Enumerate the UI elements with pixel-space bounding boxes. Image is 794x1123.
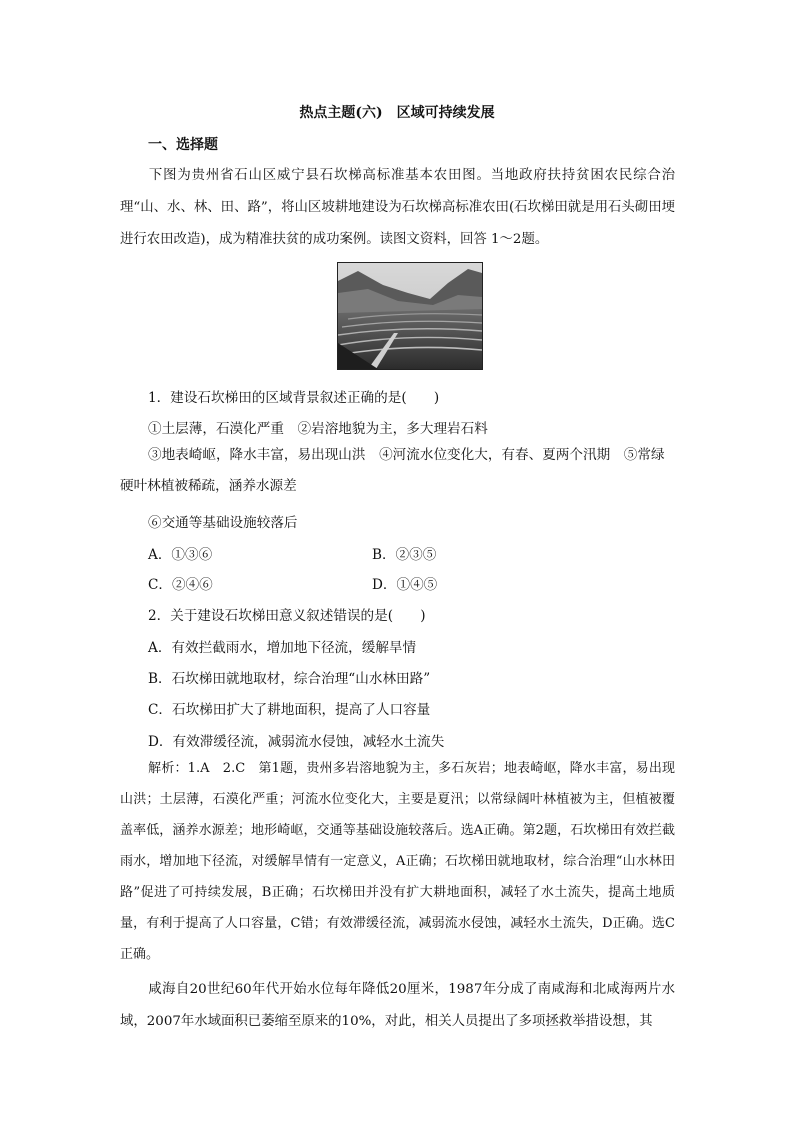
q1-statement-1: ①土层薄，石漠化严重 ②岩溶地貌为主，多大理岩石料 [148,421,488,437]
q2-option-c: C．石坎梯田扩大了耕地面积，提高了人口容量 [148,702,431,718]
analysis-paragraph [120,753,675,970]
intro-paragraph [120,160,675,256]
q1-statement-2-text: ③地表崎岖，降水丰富，易出现山洪 ④河流水位变化大，有春、夏两个汛期 ⑤常绿硬叶林植被稀疏，涵养水源差 [120,447,665,494]
q1-option-c: C．②④⑥ [148,577,213,593]
section-heading: 一、选择题 [148,137,218,153]
analysis-text: 解析：1.A 2.C 第1题，贵州多岩溶地貌为主，多石灰岩；地表崎岖，降水丰富，易出现山洪；土层薄，石漠化严重；河流水位变化大，主要是夏汛；以常绿阔叶林植被为主，但植被覆盖率低，涵养水源差；地形崎岖，交通等基础设施较落后。选A正确。第2题，石坎梯田有效拦截雨水，增加地下径流，对缓解旱情有一定意义，A正确；石坎梯田就地取材，综合治理“山水林田路”促进了可持续发展，B正确；石坎梯田并没有扩大耕地面积，减轻了水土流失，提高土地质量，有利于提高了人口容量，C错；有效滞缓径流，减弱流水侵蚀，减轻水土流失，D正确。选C正确。 [120,761,675,962]
q1-statement-2 [120,440,675,502]
next-paragraph [120,974,675,1038]
q1-statement-3: ⑥交通等基础设施较落后 [148,515,298,531]
intro-text: 下图为贵州省石山区威宁县石坎梯高标准基本农田图。当地政府扶持贫困农民综合治理“山、水、林、田、路”，将山区坡耕地建设为石坎梯高标准农田(石坎梯田就是用石头砌田埂进行农田改造)，成为精准扶贫的成功案例。读图文资料，回答 1～2题。 [120,168,675,247]
q1-stem: 1．建设石坎梯田的区域背景叙述正确的是( ) [148,390,440,406]
terrace-photo [337,262,483,370]
q2-option-b: B．石坎梯田就地取材，综合治理“山水林田路” [148,671,431,687]
q2-option-d: D．有效滞缓径流，减弱流水侵蚀，减轻水土流失 [148,734,445,750]
q2-option-a: A．有效拦截雨水，增加地下径流，缓解旱情 [148,640,417,656]
q2-stem: 2．关于建设石坎梯田意义叙述错误的是( ) [148,608,426,624]
q1-option-a: A．①③⑥ [148,547,213,563]
q1-option-b: B．②③⑤ [372,547,437,563]
next-text: 咸海自20世纪60年代开始水位每年降低20厘米，1987年分成了南咸海和北咸海两片水域，2007年水域面积已萎缩至原来的10%，对此，相关人员提出了多项拯救举措设想，其 [120,982,675,1029]
page-title: 热点主题(六) 区域可持续发展 [299,105,495,121]
q1-option-d: D．①④⑤ [372,577,438,593]
